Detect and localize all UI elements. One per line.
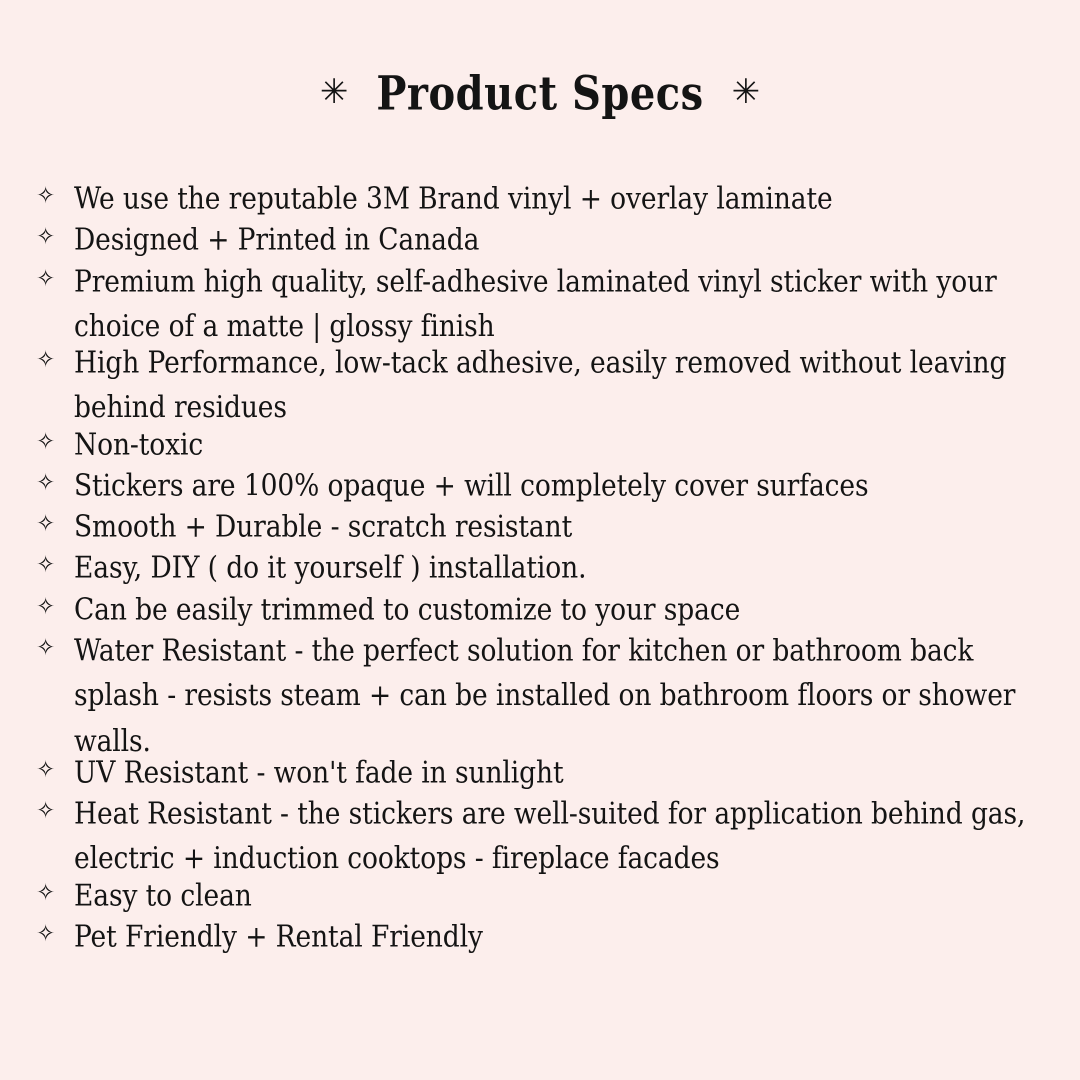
diamond-bullet-icon: ✧ bbox=[36, 634, 56, 661]
list-item-text: UV Resistant - won't fade in sunlight bbox=[74, 755, 564, 790]
page-title-row bbox=[28, 65, 1052, 122]
list-item bbox=[36, 751, 1048, 791]
list-item bbox=[36, 546, 1048, 586]
diamond-bullet-icon: ✧ bbox=[36, 347, 56, 374]
diamond-bullet-icon: ✧ bbox=[36, 920, 56, 947]
list-item-text: Can be easily trimmed to customize to your space bbox=[74, 592, 741, 627]
list-item bbox=[36, 423, 1048, 463]
list-item-text: Water Resistant - the perfect solution for kitchen or bathroom back splash - resists steam + can be installed on bathroom floors or shower walls. bbox=[74, 633, 1016, 759]
list-item bbox=[36, 260, 1048, 344]
list-item bbox=[36, 588, 1048, 628]
list-item-text: Premium high quality, self-adhesive laminated vinyl sticker with your choice of a matte | glossy finish bbox=[74, 264, 997, 344]
list-item-text: Easy to clean bbox=[74, 877, 252, 913]
diamond-bullet-icon: ✧ bbox=[36, 756, 56, 783]
list-item-text: Heat Resistant - the stickers are well-suited for application behind gas, electric + induction cooktops - fireplace facades bbox=[74, 796, 1026, 877]
page-title: Product Specs bbox=[376, 65, 704, 122]
diamond-bullet-icon: ✧ bbox=[36, 797, 56, 824]
diamond-bullet-icon: ✧ bbox=[36, 428, 56, 455]
sparkle-left-icon: ✳ bbox=[319, 71, 349, 112]
list-item bbox=[36, 464, 1048, 504]
diamond-bullet-icon: ✧ bbox=[36, 183, 56, 209]
list-item bbox=[36, 505, 1048, 545]
list-item bbox=[36, 177, 1048, 217]
diamond-bullet-icon: ✧ bbox=[36, 511, 56, 538]
list-item bbox=[36, 915, 1048, 955]
diamond-bullet-icon: ✧ bbox=[36, 552, 56, 579]
diamond-bullet-icon: ✧ bbox=[36, 879, 56, 906]
list-item-text: We use the reputable 3M Brand vinyl + overlay laminate bbox=[74, 181, 833, 217]
list-item-text: Pet Friendly + Rental Friendly bbox=[74, 919, 483, 954]
list-item bbox=[36, 341, 1048, 426]
diamond-bullet-icon: ✧ bbox=[36, 265, 56, 292]
list-item bbox=[36, 218, 1048, 258]
diamond-bullet-icon: ✧ bbox=[36, 224, 56, 251]
list-item-text: Smooth + Durable - scratch resistant bbox=[74, 509, 573, 545]
diamond-bullet-icon: ✧ bbox=[36, 469, 56, 496]
list-item-text: Non-toxic bbox=[74, 427, 204, 462]
list-item bbox=[36, 792, 1048, 877]
list-item-text: Easy, DIY ( do it yourself ) installation. bbox=[74, 550, 587, 586]
diamond-bullet-icon: ✧ bbox=[36, 593, 56, 620]
list-item-text: High Performance, low-tack adhesive, easily removed without leaving behind residues bbox=[74, 345, 1007, 426]
list-item-text: Designed + Printed in Canada bbox=[74, 222, 480, 258]
list-item bbox=[36, 874, 1048, 914]
list-item-text: Stickers are 100% opaque + will completely cover surfaces bbox=[74, 468, 869, 504]
list-item bbox=[36, 629, 1048, 759]
sparkle-right-icon: ✳ bbox=[731, 71, 761, 112]
specs-list bbox=[28, 177, 1052, 955]
